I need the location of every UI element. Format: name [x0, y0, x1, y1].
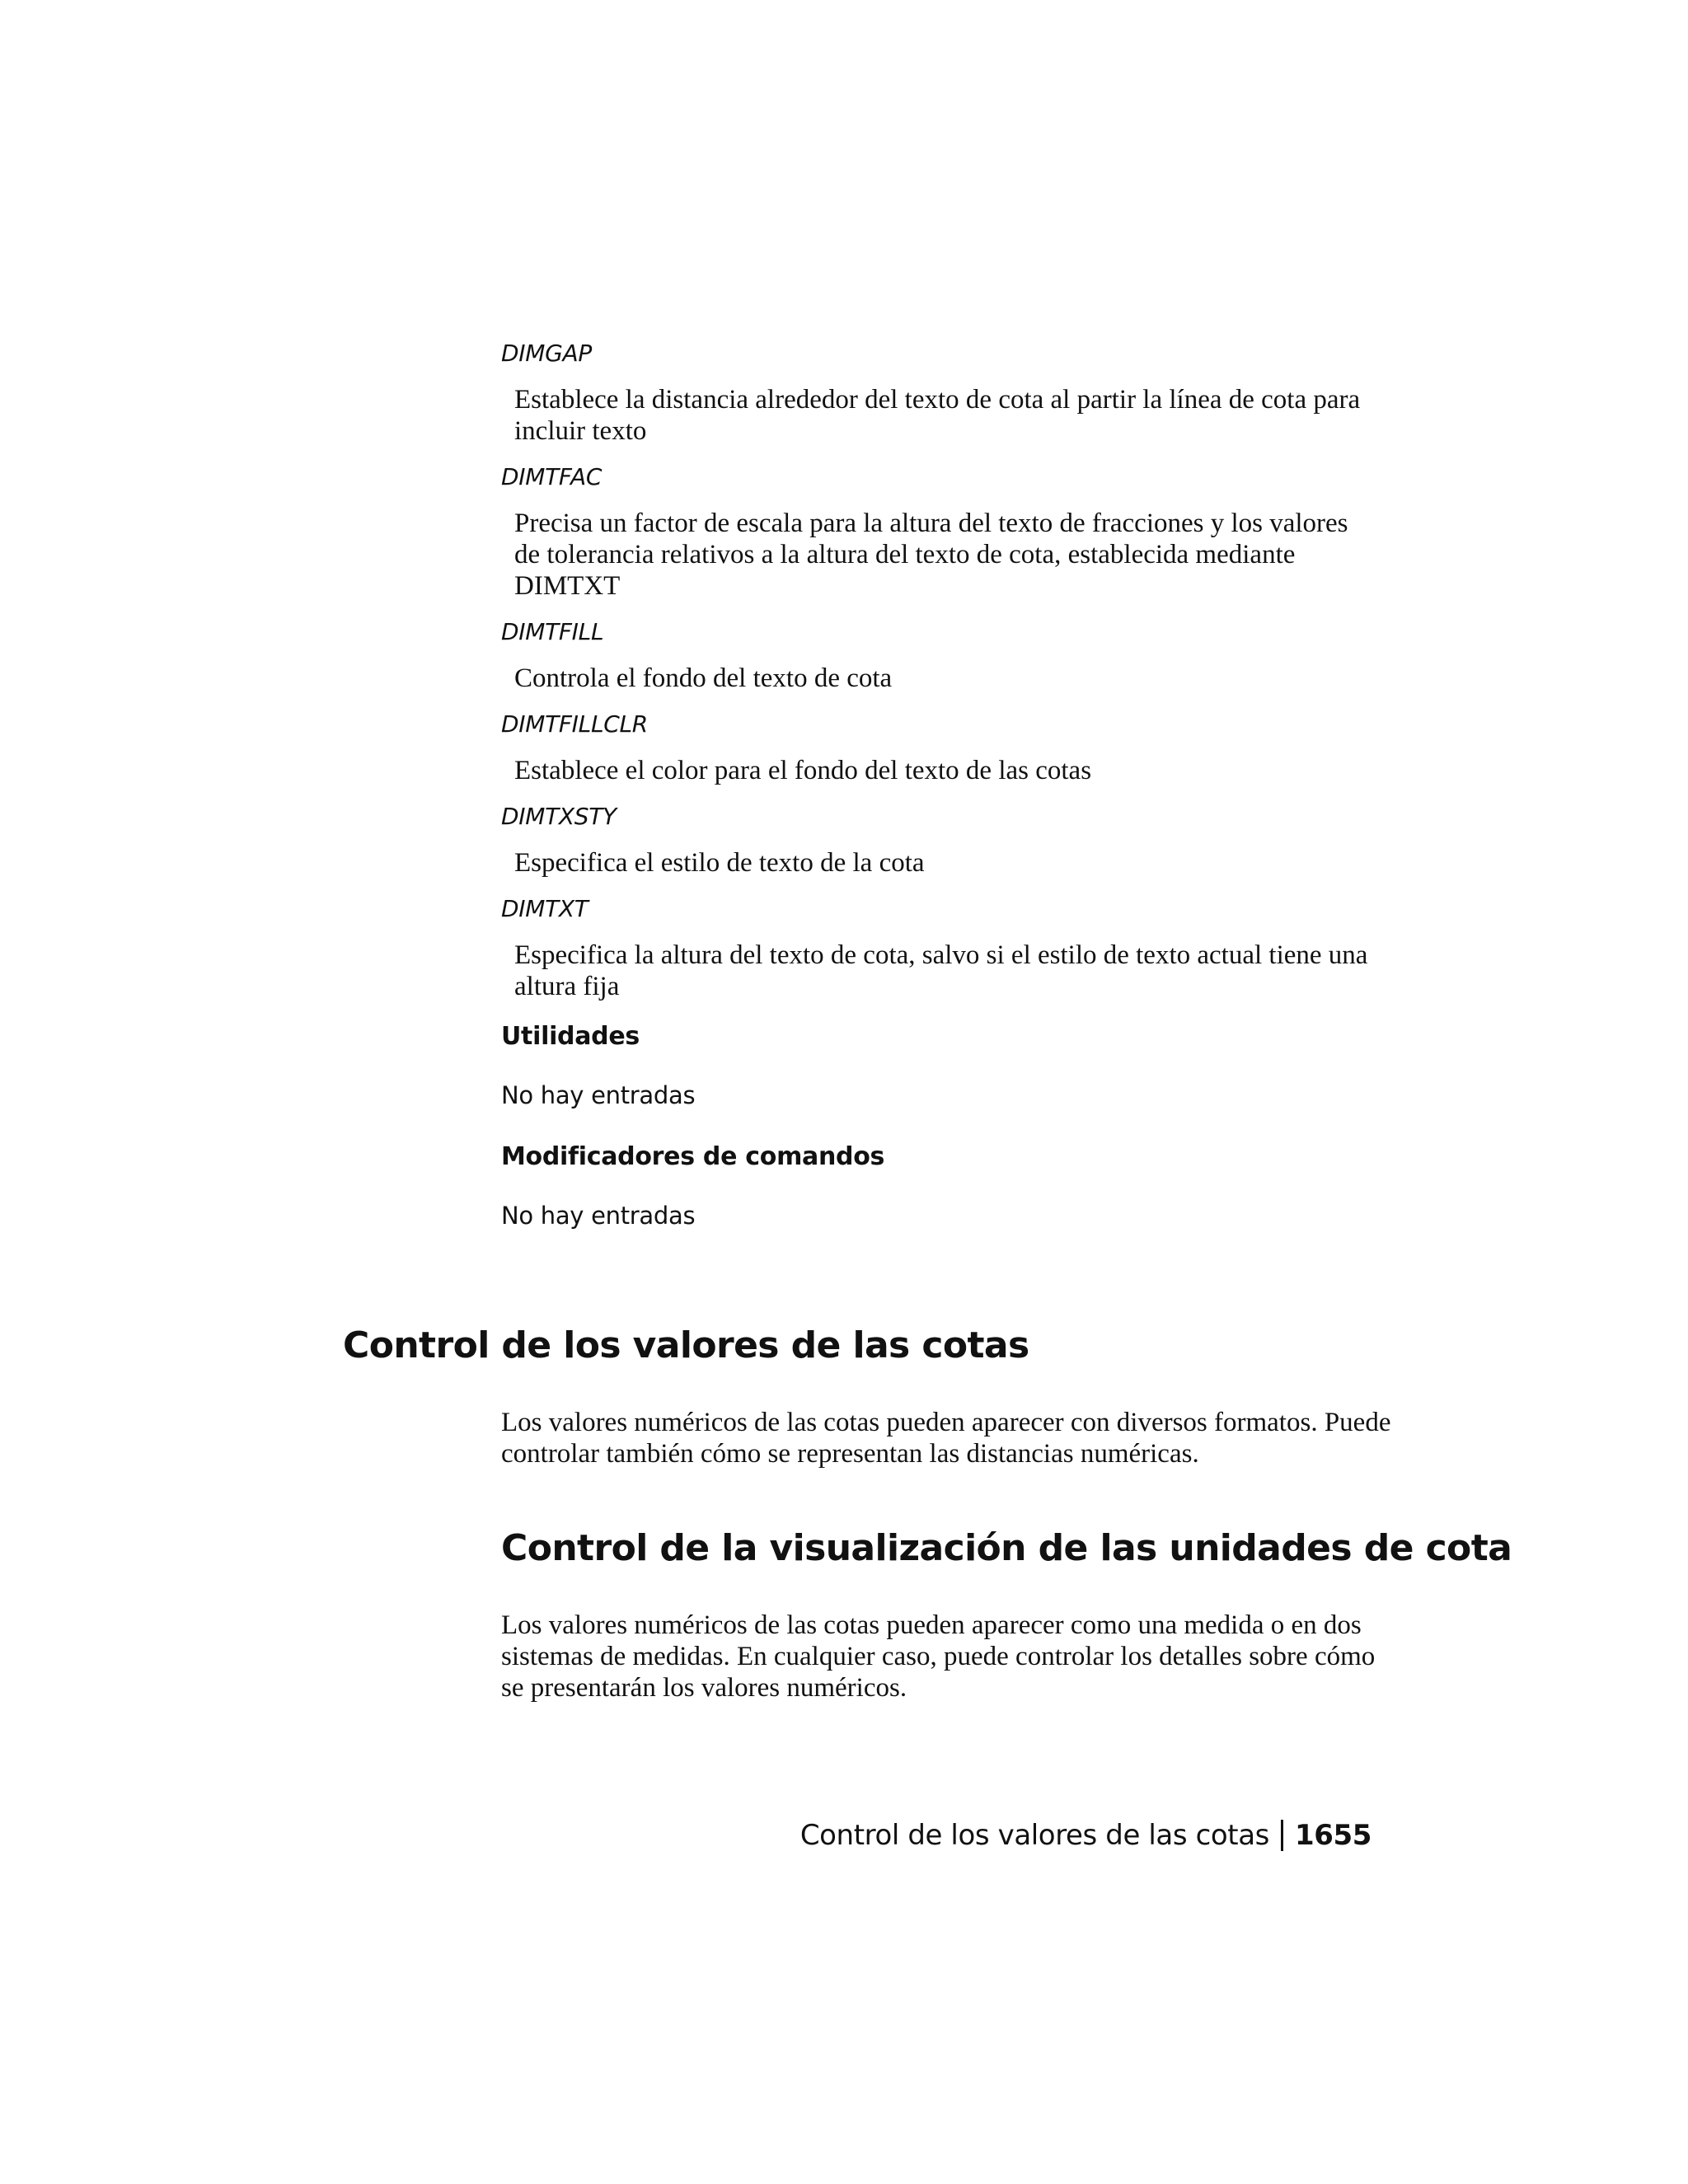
variable-entry: [501, 338, 1375, 447]
utilities-text: No hay entradas: [501, 1081, 696, 1109]
variable-description: Especifica la altura del texto de cota, salvo si el estilo de texto actual tiene una altura fija: [514, 940, 1368, 1001]
page-number: 1655: [1294, 1819, 1372, 1852]
variable-name: DIMTFAC: [501, 463, 603, 490]
variable-entry: [501, 616, 1375, 694]
variable-description: Establece el color para el fondo del texto de las cotas: [514, 756, 1092, 785]
variable-entry: [501, 709, 1375, 786]
section-body: Los valores numéricos de las cotas pueden aparecer con diversos formatos. Puede controlar también cómo se representan las distancias numéricas.: [501, 1408, 1391, 1469]
subsection-title: Control de la visualización de las unidades de cota: [501, 1527, 1512, 1569]
variable-name: DIMTXT: [501, 895, 588, 922]
variable-description: Controla el fondo del texto de cota: [514, 663, 893, 693]
variable-name: DIMTFILL: [501, 618, 604, 645]
variable-entry: [501, 801, 1375, 879]
subsection-body: Los valores numéricos de las cotas pueden aparecer como una medida o en dos sistemas de medidas. En cualquier caso, puede controlar los detalles sobre cómo se presentarán los valores numéricos.: [501, 1610, 1376, 1703]
utilities-heading: Utilidades: [501, 1022, 640, 1051]
variable-description: Establece la distancia alrededor del texto de cota al partir la línea de cota para incluir texto: [514, 385, 1361, 446]
variable-entry: [501, 893, 1375, 1002]
variable-name: DIMTFILLCLR: [501, 710, 648, 738]
variable-entry: [501, 462, 1375, 602]
running-title: Control de los valores de las cotas: [799, 1819, 1269, 1852]
variable-name: DIMGAP: [501, 340, 592, 367]
system-variables-list: [501, 338, 1375, 1232]
command-modifiers-section: [501, 1141, 1375, 1232]
variable-description: Especifica el estilo de texto de la cota: [514, 848, 925, 878]
variable-description: Precisa un factor de escala para la altura del texto de fracciones y los valores de tolerancia relativos a la altura del texto de cota, establecida mediante DIMTXT: [514, 509, 1348, 601]
page-footer: [800, 1817, 1372, 1854]
utilities-section: [501, 1020, 1375, 1112]
footer-separator: [1281, 1820, 1283, 1851]
section-title: Control de los valores de las cotas: [343, 1324, 1029, 1366]
command-modifiers-heading: Modificadores de comandos: [501, 1142, 885, 1171]
command-modifiers-text: No hay entradas: [501, 1202, 696, 1230]
variable-name: DIMTXSTY: [501, 803, 617, 830]
